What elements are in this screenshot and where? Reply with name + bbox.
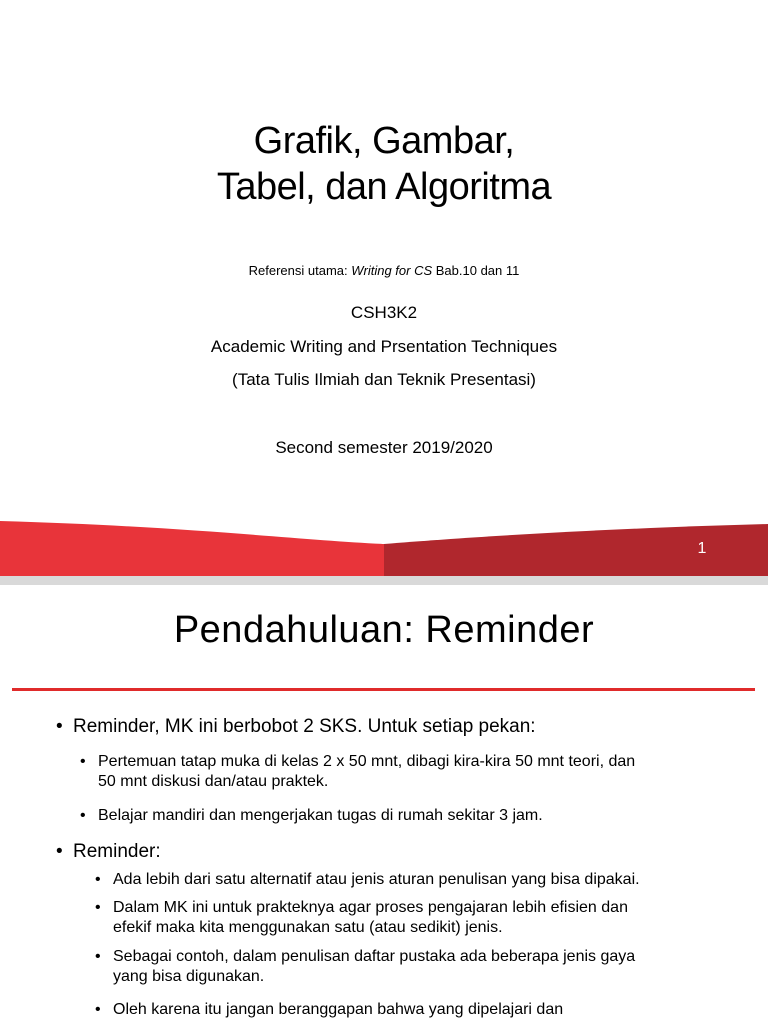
bullet-text-line: yang bisa digunakan. <box>113 968 265 985</box>
bullet-text-line: 50 mnt diskusi dan/atau praktek. <box>98 773 329 790</box>
bullet-dot: • <box>80 807 86 824</box>
bullet-dot: • <box>56 716 63 737</box>
semester: Second semester 2019/2020 <box>275 438 493 457</box>
page-number: 1 <box>697 540 707 557</box>
footer-band <box>0 500 768 576</box>
bullet-text: Reminder: <box>73 841 161 862</box>
title-line-2: Tabel, dan Algoritma <box>216 166 552 208</box>
course-code: CSH3K2 <box>350 303 418 322</box>
bullet-text <box>98 752 635 792</box>
reference-line <box>0 263 768 278</box>
footer-band-left <box>0 521 384 576</box>
bullet-dot: • <box>95 948 101 965</box>
bullet-text: Belajar mandiri dan mengerjakan tugas di rumah sekitar 3 jam. <box>98 807 543 824</box>
bullet-text: Reminder, MK ini berbobot 2 SKS. Untuk setiap pekan: <box>73 716 536 737</box>
bullet-text: Ada lebih dari satu alternatif atau jenis aturan penulisan yang bisa dipakai. <box>113 871 640 888</box>
course-name-id: (Tata Tulis Ilmiah dan Teknik Presentasi) <box>232 370 536 389</box>
bullet-dot: • <box>80 753 86 770</box>
bullet-text <box>113 898 628 938</box>
bullet-text-line: Pertemuan tatap muka di kelas 2 x 50 mnt, dibagi kira-kira 50 mnt teori, dan <box>98 753 636 770</box>
bullet-text: Oleh karena itu jangan beranggapan bahwa yang dipelajari dan <box>113 1001 564 1018</box>
slide-2 <box>0 585 768 1024</box>
bullet-dot: • <box>95 871 101 888</box>
title-underline <box>12 688 755 691</box>
bullet-text-line: efekif maka kita menggunakan satu (atau sedikit) jenis. <box>113 919 503 936</box>
reference-book: Writing for CS <box>351 263 433 278</box>
slide-2-title: Pendahuluan: Reminder <box>173 609 595 651</box>
bullet-dot: • <box>95 1001 101 1018</box>
bullet-text <box>113 947 635 987</box>
slide-1-title <box>0 118 768 210</box>
reference-suffix: Bab.10 dan 11 <box>432 263 520 278</box>
bullet-dot: • <box>95 899 101 916</box>
course-name-en: Academic Writing and Prsentation Techniques <box>210 337 558 356</box>
bullet-text-line: Dalam MK ini untuk prakteknya agar proses pengajaran lebih efisien dan <box>113 899 628 916</box>
title-line-1: Grafik, Gambar, <box>253 120 515 162</box>
bullet-dot: • <box>56 841 63 862</box>
bullet-text-line: Sebagai contoh, dalam penulisan daftar pustaka ada beberapa jenis gaya <box>113 948 636 965</box>
reference-prefix: Referensi utama: <box>248 263 352 278</box>
